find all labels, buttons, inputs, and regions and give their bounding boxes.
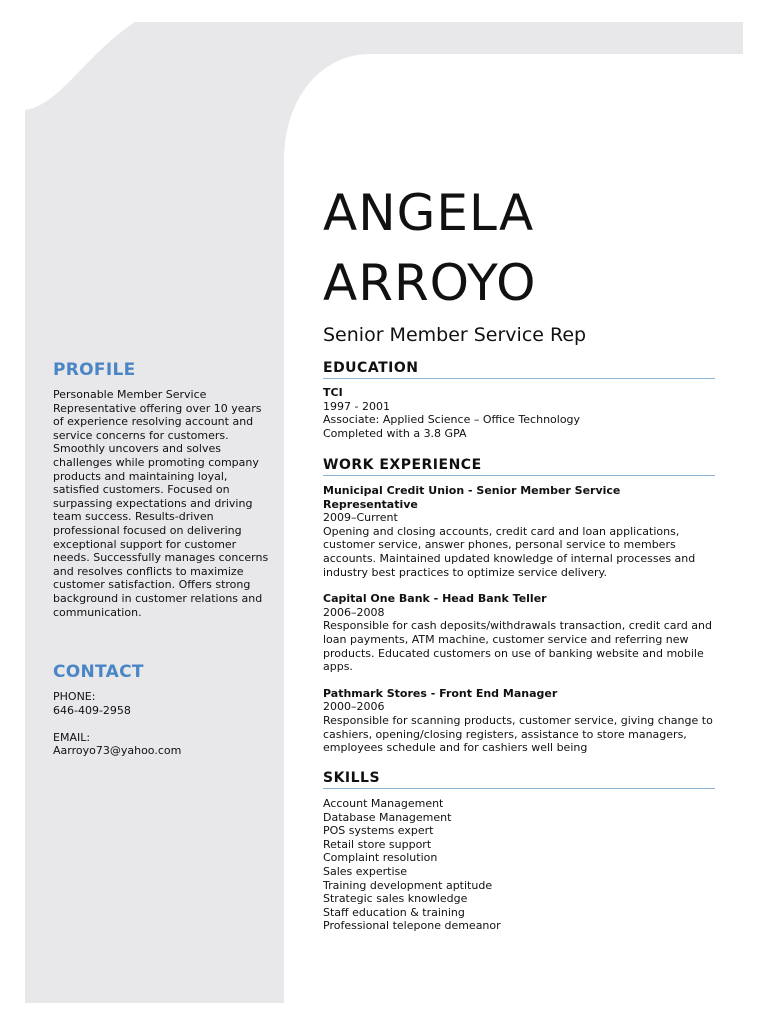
phone-label: PHONE: xyxy=(53,690,96,703)
list-item: Complaint resolution xyxy=(323,851,438,865)
email-label: EMAIL: xyxy=(53,730,91,744)
list-item: Staff education & training xyxy=(323,905,465,919)
skills-list xyxy=(323,797,715,933)
list-item: Database Management xyxy=(323,810,452,824)
education-section xyxy=(323,360,715,440)
profile-heading: PROFILE xyxy=(53,360,136,380)
education-years: 1997 - 2001 xyxy=(323,399,390,413)
work-section xyxy=(323,457,715,755)
job-title: Pathmark Stores - Front End Manager xyxy=(323,686,558,700)
skills-section xyxy=(323,770,715,933)
school-name: TCI xyxy=(323,386,343,399)
job-dates: 2006–2008 xyxy=(323,605,385,619)
job-title: Capital One Bank - Head Bank Teller xyxy=(323,592,547,606)
job-title: Municipal Credit Union - Senior Member Service Representative xyxy=(323,484,621,511)
job-entry xyxy=(323,687,715,755)
list-item: Strategic sales knowledge xyxy=(323,892,468,906)
education-note: Completed with a 3.8 GPA xyxy=(323,426,467,440)
education-heading: EDUCATION xyxy=(323,360,715,379)
list-item: Retail store support xyxy=(323,837,432,851)
job-dates: 2000–2006 xyxy=(323,700,385,714)
contact-heading: CONTACT xyxy=(53,662,144,682)
job-dates: 2009–Current xyxy=(323,511,398,525)
skills-heading: SKILLS xyxy=(323,770,715,789)
list-item: Professional telepone demeanor xyxy=(323,919,501,933)
profile-text: Personable Member Service Representative offering over 10 years of experience resolving account and service concerns for customers. Smoothly uncovers and solves challenges while promoting company products and maintaining loyal, satisfied customers. Focused on surpassing expectations and driving team success. Results-driven professional focused on delivering exceptional support for customer needs. Successfully manages concerns and resolves conflicts to maximize customer satisfaction. Offers strong background in customer relations and communication. xyxy=(53,388,269,619)
work-heading: WORK EXPERIENCE xyxy=(323,457,715,476)
list-item: Training development aptitude xyxy=(323,878,493,892)
list-item: Sales expertise xyxy=(323,864,407,878)
job-description: Opening and closing accounts, credit card and loan applications, customer service, answer phones, personal service to members accounts. Maintained updated knowledge of internal processes and industry best practices to optimize service delivery. xyxy=(323,524,696,579)
list-item: Account Management xyxy=(323,797,444,810)
email-value: Aarroyo73@yahoo.com xyxy=(53,744,182,758)
profile-section xyxy=(53,360,273,619)
contact-section xyxy=(53,662,273,758)
job-entry xyxy=(323,592,715,674)
header xyxy=(323,178,715,346)
job-description: Responsible for scanning products, customer service, giving change to cashiers, opening/closing registers, assistance to store managers, employees schedule and for cashiers well being xyxy=(323,713,713,755)
list-item: POS systems expert xyxy=(323,824,434,838)
name-first: ANGELA xyxy=(323,184,535,242)
phone-value: 646-409-2958 xyxy=(53,703,131,717)
name-last: ARROYO xyxy=(323,254,537,312)
education-degree: Associate: Applied Science – Office Technology xyxy=(323,413,581,427)
job-description: Responsible for cash deposits/withdrawals transaction, credit card and loan payments, ATM machine, customer service and referring new products. Educated customers on use of banking website and mobile apps. xyxy=(323,619,713,674)
job-entry xyxy=(323,484,715,579)
job-title: Senior Member Service Rep xyxy=(323,324,587,346)
